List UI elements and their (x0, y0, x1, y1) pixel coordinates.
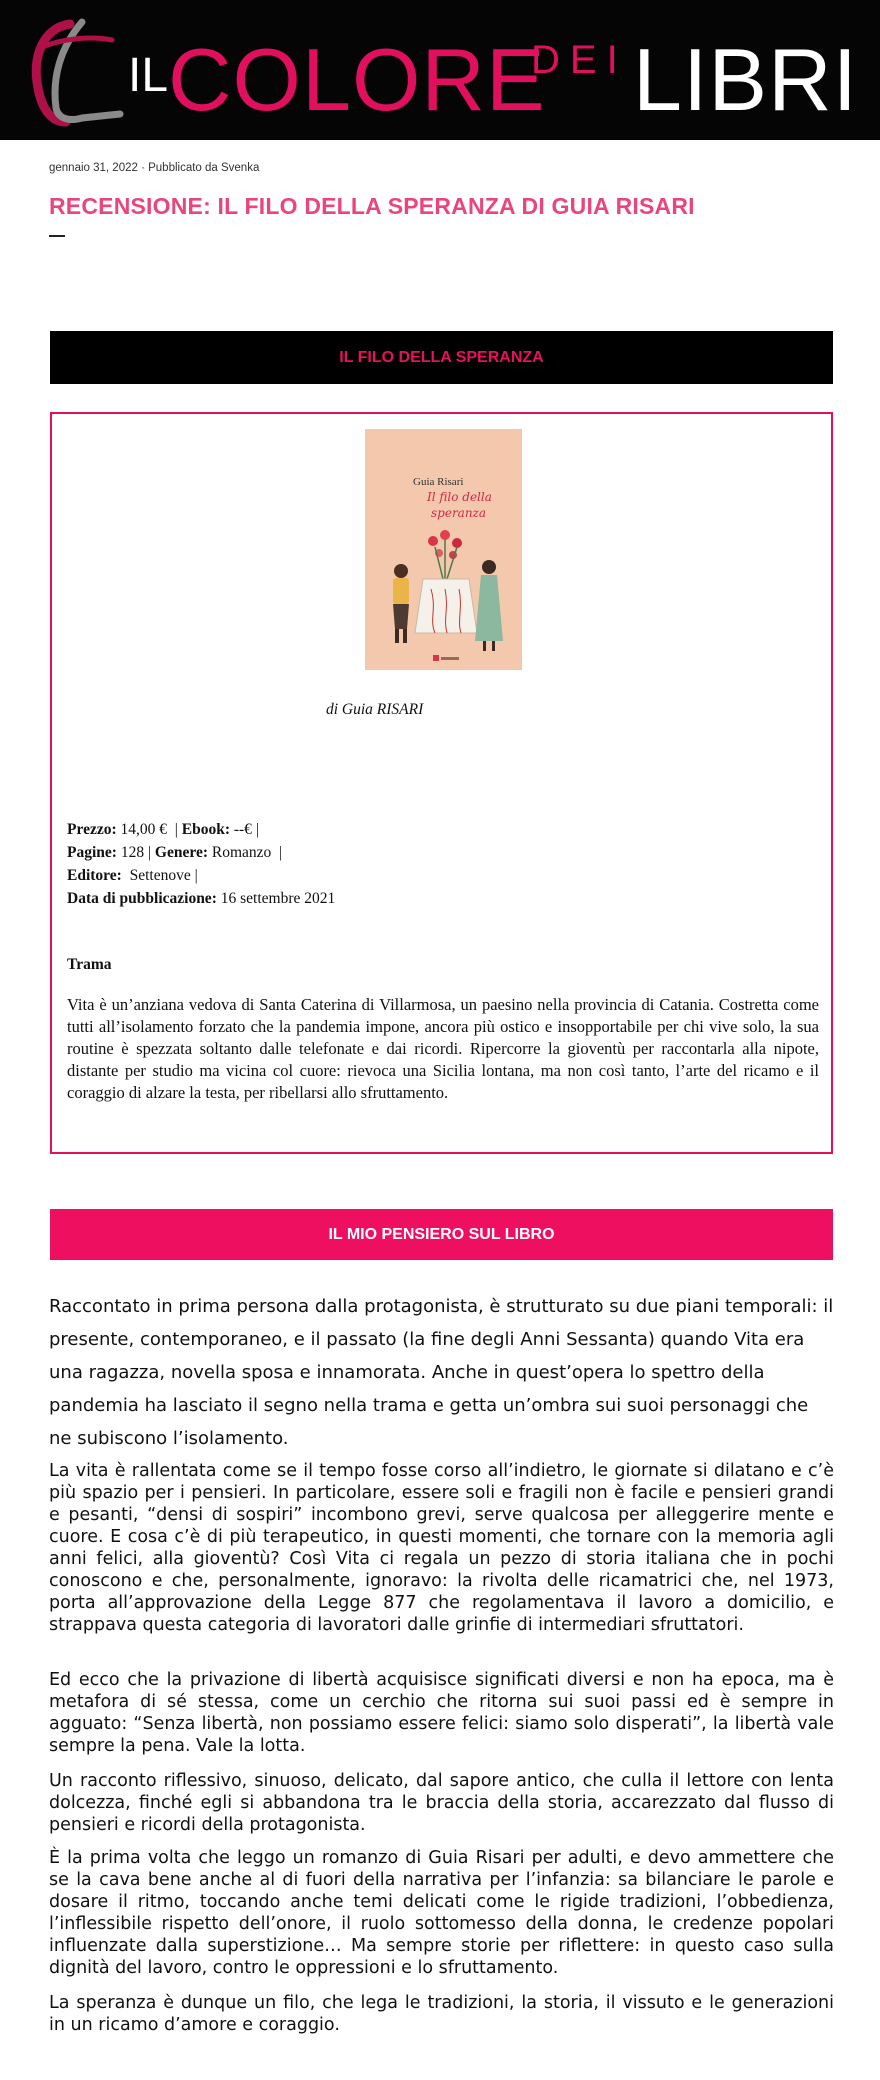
book-cover-image[interactable] (365, 429, 522, 670)
ebook-value: --€ (233, 821, 252, 838)
cover-author: Guia Risari (413, 476, 464, 488)
logo-dei: DEI (531, 38, 628, 82)
publisher-value: Settenove (129, 867, 191, 884)
pubdate-label: Data di pubblicazione: (67, 890, 217, 907)
publisher-label: Editore: (67, 867, 122, 884)
review-banner: IL MIO PENSIERO SUL LIBRO (50, 1209, 833, 1260)
pages-label: Pagine: (67, 844, 117, 861)
plot-heading: Trama (67, 956, 112, 973)
review-paragraph: Ed ecco che la privazione di libertà acquisisce significati diversi e non ha epoca, ma è metafora di sé stessa, come un cerchio che ritorna sui suoi passi ed è sempre in agguato: “Senza libertà, non possiamo essere felici: siamo solo disperati”, la libertà vale sempre la pena. Vale la lotta. (49, 1670, 834, 1756)
pubdate-line (67, 887, 335, 910)
publisher-line: Editore: Settenove | (67, 867, 198, 884)
pages-line: Pagine: 128 | Genere: Romanzo | (67, 844, 283, 861)
price-label: Prezzo: (67, 821, 117, 838)
review-paragraph: La speranza è dunque un filo, che lega le tradizioni, la storia, il vissuto e le generazioni in un ricamo d’amore e coraggio. (49, 1993, 834, 2035)
post-meta[interactable]: gennaio 31, 2022 · Pubblicato da Svenka (49, 162, 260, 174)
price-line: Prezzo: 14,00 € | Ebook: --€ | (67, 821, 259, 838)
genre-value: Romanzo (211, 844, 272, 861)
cover-title-line1: Il filo della (427, 490, 492, 504)
book-author-byline: di Guia RISARI (326, 701, 424, 718)
plot-text: Vita è un’anziana vedova di Santa Caterina di Villarmosa, un paesino nella provincia di Catania. Costretta come tutti all’isolamento forzato che la pandemia impone, ancora più ostico e insopportabile per chi vive solo, la sua routine è spezzata soltanto dalle telefonate e dai ricordi. Ripercorre la gioventù per raccontarla alla nipote, distante per studio ma vicina col cuore: rievoca una Sicilia lontana, ma non così tanto, l’arte del ricamo e il coraggio di alzare la testa, per ribellarsi allo sfruttamento. (67, 995, 819, 1102)
review-paragraph: È la prima volta che leggo un romanzo di Guia Risari per adulti, e devo ammettere che se la cava bene anche al di fuori della narrativa per l’infanzia: sa bilanciare le parole e dosare il ritmo, toccando anche temi delicati come le rigide tradizioni, l’obbedienza, l’inflessibile rispetto dell’onore, il ruolo sottomesso della donna, le credenze popolari influenzate dalla superstizione… Ma sempre storie per riflettere: in questo caso sulla dignità del lavoro, contro le oppressioni e lo sfruttamento. (49, 1848, 834, 1978)
logo-colore: COLORE (168, 30, 546, 129)
ebook-label: Ebook: (181, 821, 230, 838)
pages-value: 128 (120, 844, 145, 861)
logo-libri: LIBRI (633, 30, 859, 129)
genre-label: Genere: (154, 844, 208, 861)
cover-title-line2: speranza (431, 506, 487, 520)
logo-monogram-icon[interactable] (12, 18, 130, 130)
review-paragraph: Raccontato in prima persona dalla protagonista, è strutturato su due piani temporali: il presente, contemporaneo, e il passato (la fine degli Anni Sessanta) quando Vita era una ragazza, novella sposa e innamorata. Anche in quest’opera lo spettro della pandemia ha lasciato il segno nella trama e getta un’ombra sui suoi personaggi che ne subiscono l’isolamento. (49, 1296, 834, 1449)
site-header (0, 0, 880, 140)
review-paragraph: Un racconto riflessivo, sinuoso, delicato, dal sapore antico, che culla il lettore con lenta dolcezza, finché egli si abbandona tra le braccia della storia, accarezzato dal flusso di pensieri e ricordi della protagonista. (49, 1771, 834, 1835)
page-title: RECENSIONE: IL FILO DELLA SPERANZA DI GUIA RISARI (49, 193, 695, 219)
logo-il: IL (128, 49, 169, 102)
book-info-card (50, 412, 833, 1154)
title-divider (49, 235, 65, 237)
book-title-banner: IL FILO DELLA SPERANZA (50, 331, 833, 384)
book-details (67, 818, 335, 910)
price-value: 14,00 € (120, 821, 167, 838)
review-paragraph: La vita è rallentata come se il tempo fosse corso all’indietro, le giornate si dilatano e c’è più spazio per i pensieri. In particolare, essere soli e fragili non è facile e pensieri grandi e pesanti, “densi di sospiri” incombono grevi, serve qualcosa per alleggerire mente e cuore. E cosa c’è di più terapeutico, in questi momenti, che tornare con la memoria agli anni felici, alla gioventù? Così Vita ci regala un pezzo di storia italiana che in pochi conoscono e che, personalmente, ignoravo: la rivolta delle ricamatrici che, nel 1973, porta all’approvazione della Legge 877 che regolamentava il lavoro a domicilio, e strappava questa categoria di lavoratori dalle grinfie di intermediari sfruttatori. (49, 1461, 834, 1635)
pubdate-value: 16 settembre 2021 (220, 890, 336, 907)
